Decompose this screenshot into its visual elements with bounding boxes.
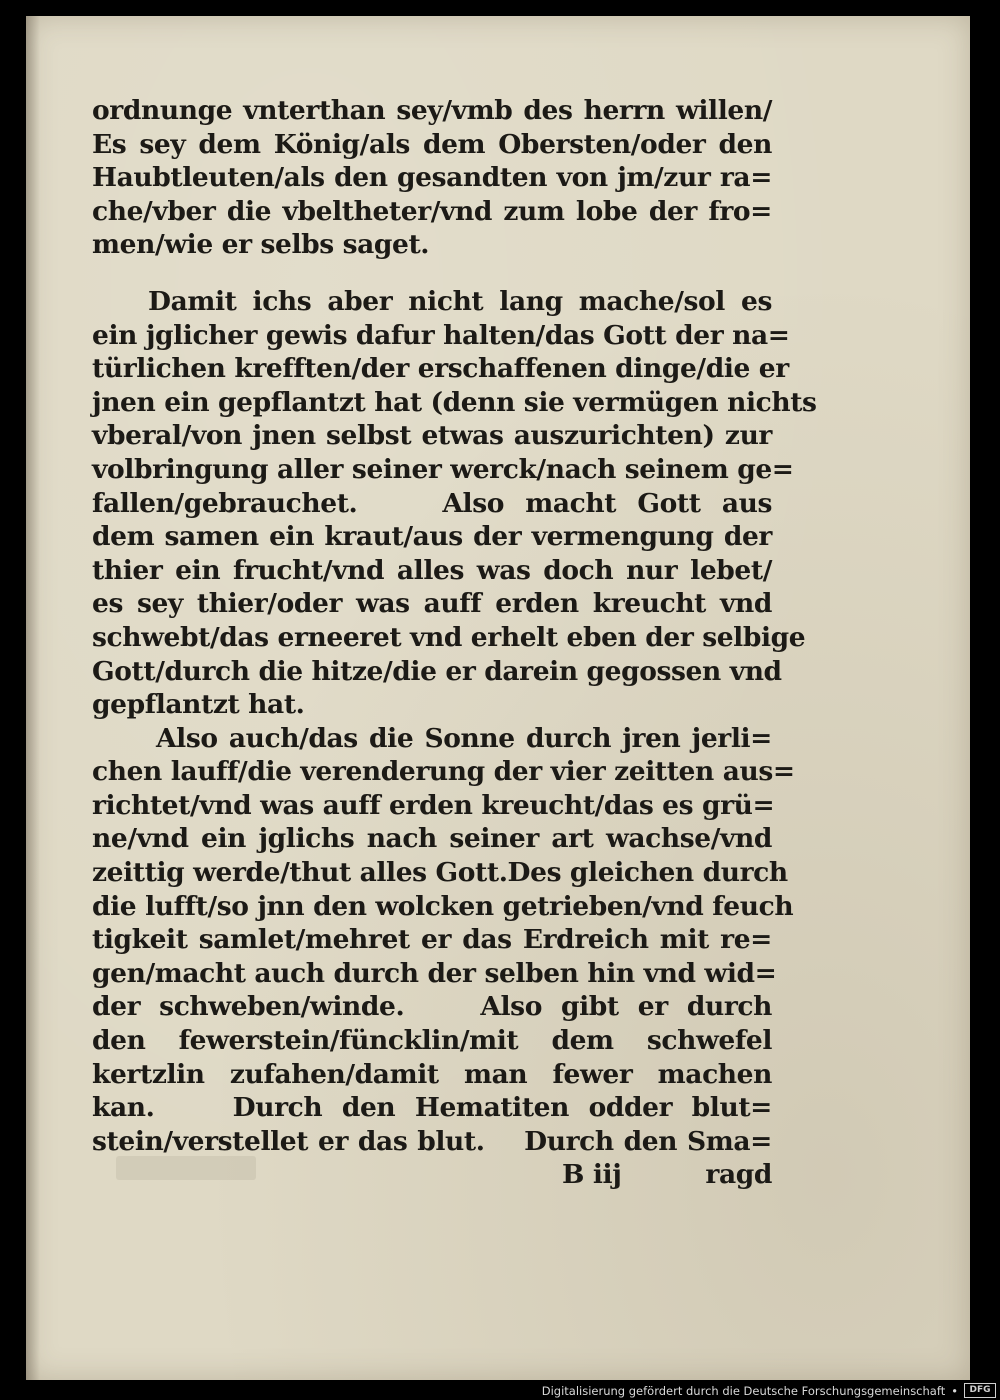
text-line: zeittig werde/thut alles Gott.Des gleichen durch [92, 857, 788, 889]
text-line: volbringung aller seiner werck/nach seinem ge= [92, 453, 794, 485]
text-line: der schweben/winde. Also gibt er durch [92, 991, 772, 1023]
digitization-credit-banner [542, 1383, 996, 1398]
text-line: die lufft/so jnn den wolcken getrieben/vnd feuch [92, 890, 794, 922]
text-line: tigkeit samlet/mehret er das Erdreich mit re= [92, 924, 772, 956]
page-gutter-shadow [26, 16, 40, 1380]
text-line: es sey thier/oder was auff erden kreucht vnd [92, 588, 772, 620]
text-line: che/vber die vbeltheter/vnd zum lobe der fro= [92, 195, 772, 227]
text-line: fallen/gebrauchet. Also macht Gott aus [92, 487, 772, 519]
text-line: Damit ichs aber nicht lang mache/sol es [148, 285, 772, 317]
credit-text: Digitalisierung gefördert durch die Deutsche Forschungsgemeinschaft [541, 1383, 946, 1398]
text-line: richtet/vnd was auff erden kreucht/das es grü= [92, 789, 775, 821]
paragraph-2 [92, 285, 817, 722]
text-line: chen lauff/die verenderung der vier zeitten aus= [92, 756, 795, 788]
text-line: gepflantzt hat. [92, 689, 305, 721]
text-line: Haubtleuten/als den gesandten von jm/zur ra= [92, 162, 772, 194]
text-line: gen/macht auch durch der selben hin vnd wid= [92, 957, 777, 989]
dfg-logo-icon: DFG [964, 1383, 996, 1398]
text-line: men/wie er selbs saget. [92, 229, 430, 261]
text-line: Gott/durch die hitze/die er darein gegossen vnd [92, 655, 782, 687]
text-line: kan. Durch den Hematiten odder blut= [92, 1092, 772, 1124]
text-line: thier ein frucht/vnd alles was doch nur lebet/ [92, 554, 772, 586]
text-line: den fewerstein/füncklin/mit dem schwefel [92, 1025, 772, 1057]
text-line: vberal/von jnen selbst etwas auszurichten) zur [92, 420, 772, 452]
text-line: Also auch/das die Sonne durch jren jerli= [156, 722, 772, 754]
text-line: jnen ein gepflantzt hat (denn sie vermügen nichts [92, 386, 817, 418]
text-line: ordnunge vnterthan sey/vmb des herrn willen/ [92, 95, 772, 126]
page-text-block [92, 94, 817, 1192]
text-line: stein/verstellet er das blut. Durch den Sma= [92, 1125, 772, 1157]
text-line: ne/vnd ein jglichs nach seiner art wachse/vnd [92, 823, 772, 855]
text-line: Es sey dem König/als dem Obersten/oder den [92, 128, 772, 160]
text-line: türlichen krefften/der erschaffenen dinge/die er [92, 353, 789, 385]
paragraph-spacer [92, 262, 772, 285]
text-line: kertzlin zufahen/damit man fewer machen [92, 1058, 772, 1090]
signature-mark: B iij [562, 1159, 622, 1191]
paragraph-3 [92, 722, 795, 1159]
catchword: ragd [705, 1159, 772, 1191]
paragraph-1 [92, 94, 772, 262]
book-page [26, 16, 970, 1380]
page-footer-line [92, 1158, 772, 1192]
credit-separator: • [951, 1383, 958, 1398]
text-line: schwebt/das erneeret vnd erhelt eben der selbige [92, 621, 806, 653]
text-line: ein jglicher gewis dafur halten/das Gott der na= [92, 319, 790, 351]
text-line: dem samen ein kraut/aus der vermengung der [92, 521, 772, 553]
